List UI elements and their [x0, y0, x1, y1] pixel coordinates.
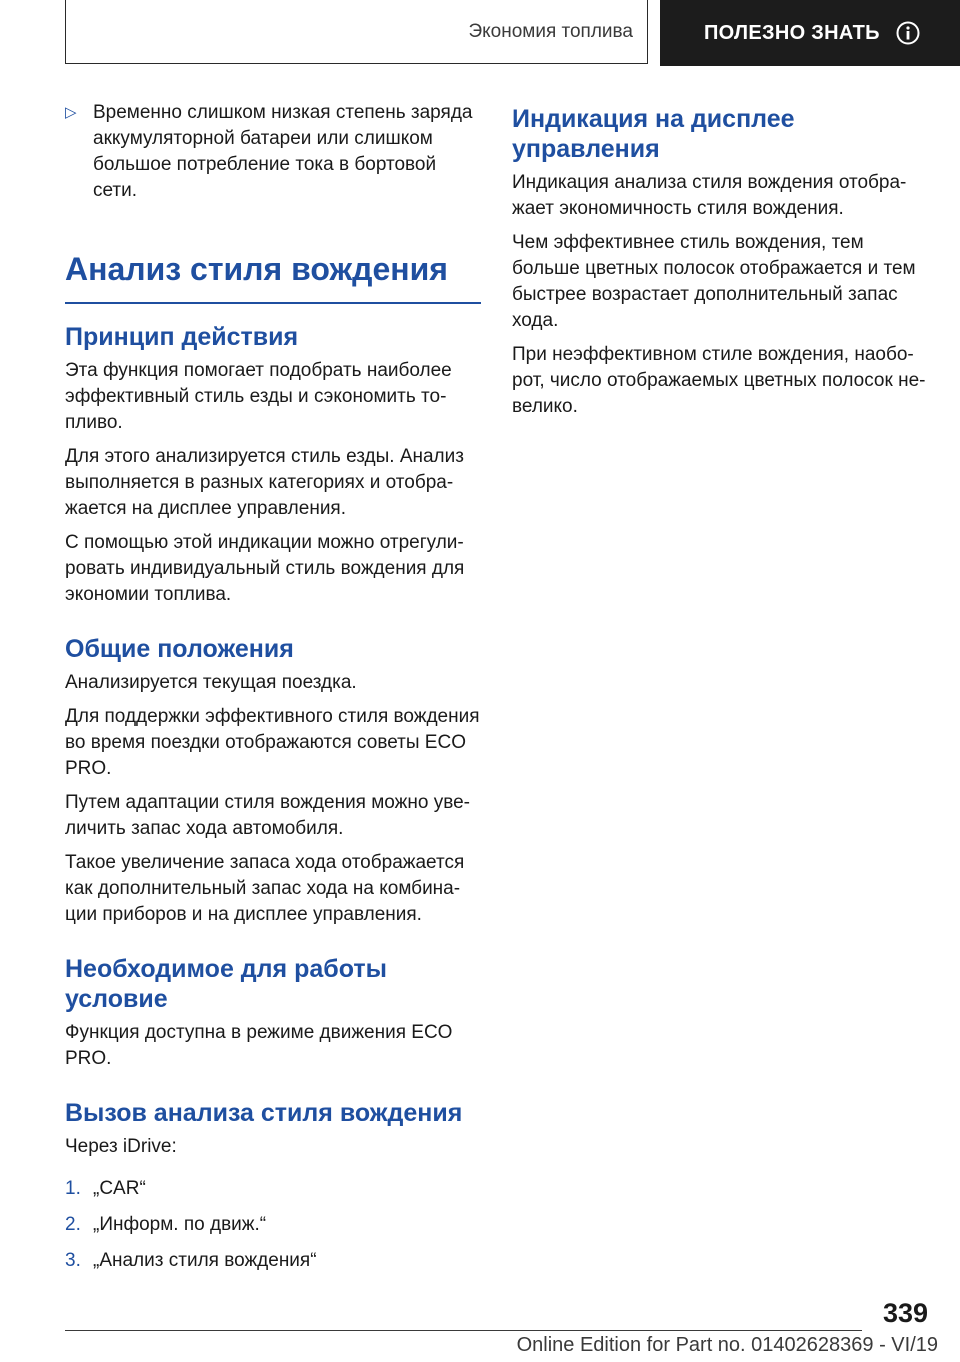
- step-number: 1.: [65, 1178, 81, 1199]
- list-item: [65, 1176, 481, 1202]
- list-item: [65, 1212, 481, 1238]
- chapter-tab-label: Экономия топлива: [468, 20, 633, 42]
- paragraph: С помощью этой индикации можно отрегули-ровать индивидуальный стиль вождения для экономии топлива.: [65, 532, 465, 605]
- paragraph: Анализируется текущая поездка.: [65, 672, 357, 693]
- paragraph: Для этого анализируется стиль езды. Анализ выполняется в разных категориях и отобра-жается на дисплее управления.: [65, 446, 464, 519]
- step-text: „CAR“: [93, 1178, 146, 1199]
- section-title-open-analysis: Вызов анализа стиля вождения: [65, 1099, 463, 1127]
- step-number: 2.: [65, 1214, 81, 1235]
- triangle-bullet-icon: ▷: [65, 104, 77, 121]
- info-icon: [896, 21, 920, 45]
- list-item: [65, 1248, 481, 1274]
- section-tab-label: ПОЛЕЗНО ЗНАТЬ: [704, 21, 880, 44]
- section-title-principle: Принцип действия: [65, 323, 299, 351]
- bullet-text: Временно слишком низкая степень заряда аккумуляторной батареи или слишком большое потребление тока в бортовой сети.: [93, 102, 473, 201]
- section-title-general: Общие положения: [65, 635, 294, 663]
- steps-list: [65, 1176, 481, 1274]
- footer-edition: Online Edition for Part no. 01402628369 - VI/19: [516, 1334, 938, 1356]
- paragraph: Для поддержки эффективного стиля вождения во время поездки отображаются советы ECO PRO.: [65, 706, 480, 779]
- footer-divider: [65, 1330, 862, 1331]
- paragraph: При неэффективном стиле вождения, наобо-рот, число отображаемых цветных полосок не-велико.: [512, 344, 926, 417]
- section-title-display: Индикация на дисплее управления: [512, 105, 795, 163]
- section-tab[interactable]: [660, 0, 960, 66]
- page-title: Анализ стиля вождения: [65, 251, 448, 287]
- paragraph: Путем адаптации стиля вождения можно уве-личить запас хода автомобиля.: [65, 792, 470, 839]
- step-text: „Анализ стиля вождения“: [93, 1250, 317, 1271]
- paragraph: Чем эффективнее стиль вождения, тем больше цветных полосок отображается и тем быстрее возрастает дополнительный запас хода.: [512, 232, 916, 331]
- chapter-tab[interactable]: [65, 0, 648, 64]
- step-number: 3.: [65, 1250, 81, 1271]
- right-column: [512, 100, 932, 428]
- bullet-item: [65, 100, 481, 212]
- paragraph: Такое увеличение запаса хода отображается как дополнительный запас хода на комбина-ции приборов и на дисплее управления.: [65, 852, 465, 925]
- paragraph: Функция доступна в режиме движения ECO PRO.: [65, 1022, 453, 1069]
- left-column: [65, 100, 481, 1284]
- page-number: 339: [882, 1298, 928, 1328]
- title-divider: [65, 302, 481, 304]
- paragraph: Индикация анализа стиля вождения отобра-жает экономичность стиля вождения.: [512, 172, 907, 219]
- page-header: [0, 0, 960, 66]
- paragraph: Через iDrive:: [65, 1136, 177, 1157]
- section-title-requirement: Необходимое для работы условие: [65, 955, 387, 1013]
- step-text: „Информ. по движ.“: [93, 1214, 267, 1235]
- paragraph: Эта функция помогает подобрать наиболее эффективный стиль езды и сэкономить то-пливо.: [65, 360, 452, 433]
